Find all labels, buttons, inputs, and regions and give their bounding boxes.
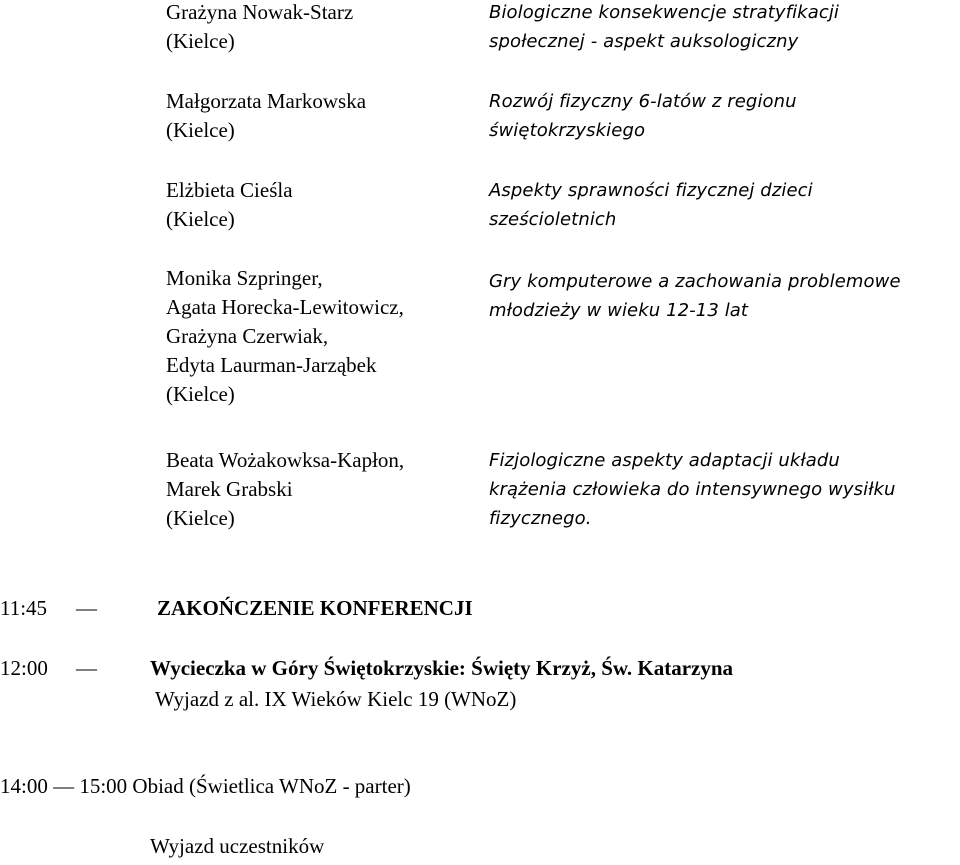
author-affiliation: (Kielce) [166,207,235,231]
closing-dash: — [76,596,97,620]
author-line: Grażyna Czerwiak, [166,324,329,348]
author-line: Elżbieta Cieśla [166,178,293,202]
title-line: młodzieży w wieku 12-13 lat [489,300,749,321]
presentation-5-authors [166,446,404,533]
author-affiliation: (Kielce) [166,382,235,406]
author-affiliation: (Kielce) [166,118,235,142]
presentation-1-title [489,0,839,56]
presentation-4-title [489,267,901,325]
title-line: sześcioletnich [489,209,617,230]
trip-label: Wycieczka w Góry Świętokrzyskie: Święty Krzyż, Św. Katarzyna [150,656,734,680]
title-line: Aspekty sprawności fizycznej dzieci [489,180,813,201]
author-line: Agata Horecka-Lewitowicz, [166,295,404,319]
title-line: fizycznego. [489,508,592,529]
title-line: krążenia człowieka do intensywnego wysiłku [489,479,896,500]
presentation-2-authors [166,87,366,145]
author-affiliation: (Kielce) [166,29,235,53]
author-line: Beata Wożakowksa-Kapłon, [166,448,405,472]
trip-detail: Wyjazd z al. IX Wieków Kielc 19 (WNoZ) [155,687,517,711]
presentation-5-title [489,446,896,533]
author-line: Grażyna Nowak-Starz [166,0,354,24]
presentation-3-authors [166,176,293,234]
trip-dash: — [76,656,97,680]
author-line: Małgorzata Markowska [166,89,367,113]
title-line: Fizjologiczne aspekty adaptacji układu [489,450,840,471]
title-line: Rozwój fizyczny 6-latów z regionu [489,91,797,112]
presentation-4-authors [166,264,404,409]
presentation-3-title [489,176,813,234]
title-line: Gry komputerowe a zachowania problemowe [489,271,901,292]
author-affiliation: (Kielce) [166,506,235,530]
title-line: świętokrzyskiego [489,120,646,141]
presentation-2-title [489,87,797,145]
closing-time: 11:45 [0,596,48,620]
trip-time: 12:00 [0,656,48,680]
author-line: Monika Szpringer, [166,266,323,290]
author-line: Marek Grabski [166,477,293,501]
title-line: Biologiczne konsekwencje stratyfikacji [489,2,840,23]
presentation-1-authors [166,0,353,56]
lunch-line: 14:00 — 15:00 Obiad (Świetlica WNoZ - parter) [0,774,411,798]
closing-label: ZAKOŃCZENIE KONFERENCJI [157,596,473,620]
title-line: społecznej - aspekt auksologiczny [489,31,799,52]
author-line: Edyta Laurman-Jarząbek [166,353,377,377]
departure-line: Wyjazd uczestników [150,834,325,858]
